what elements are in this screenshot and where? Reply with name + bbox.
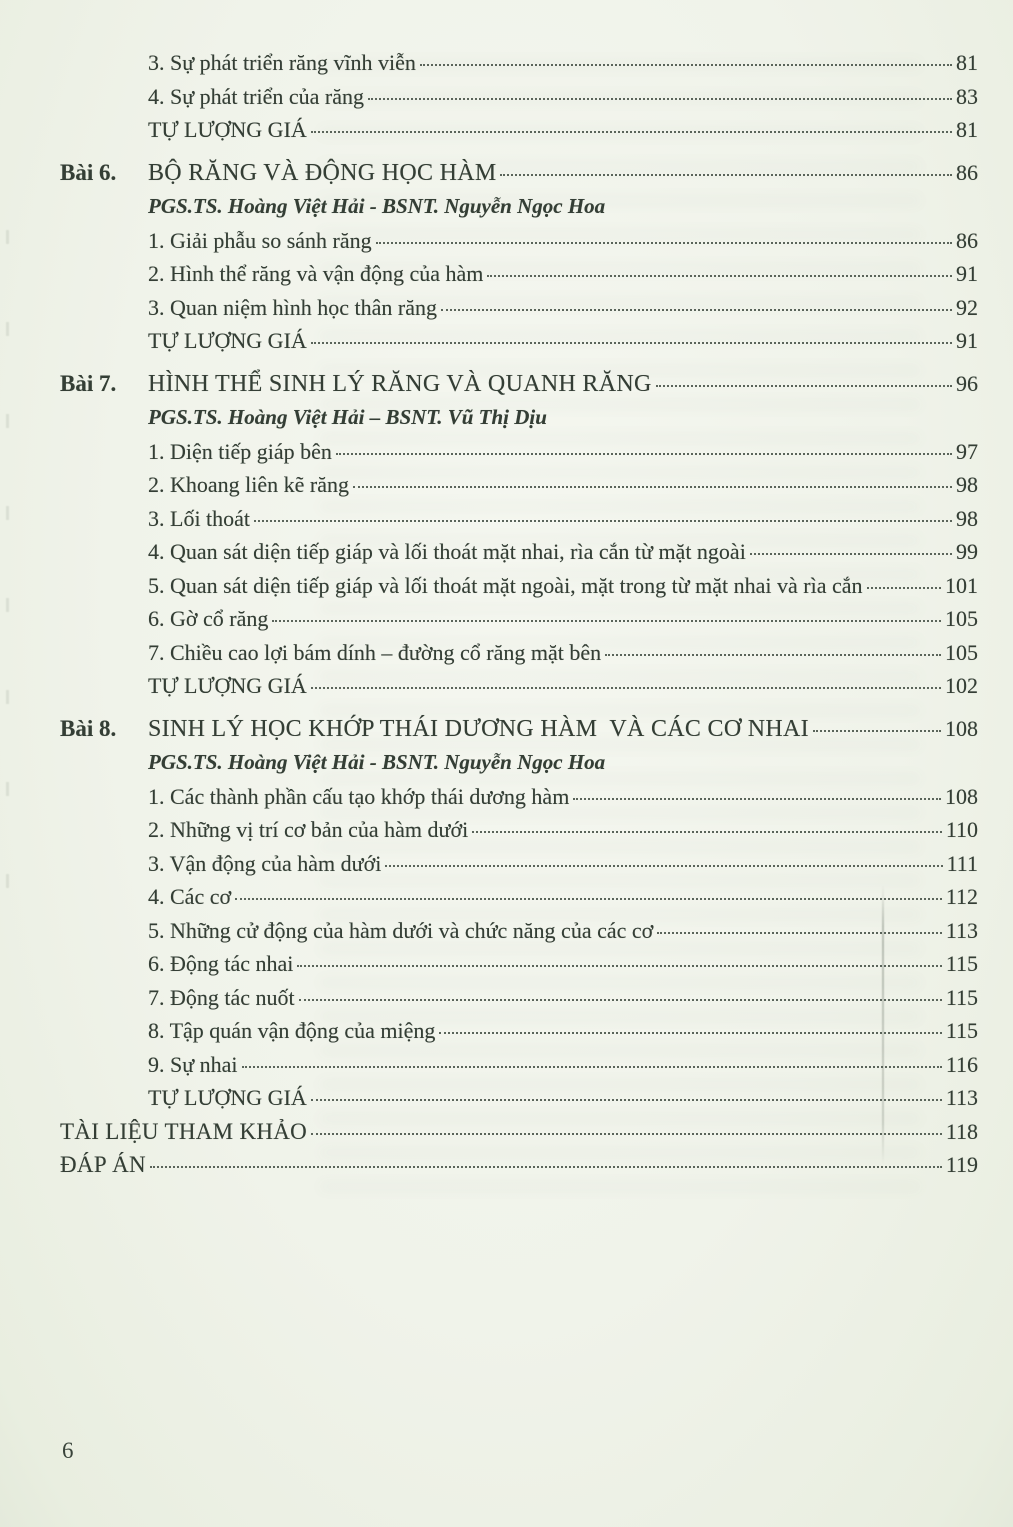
toc-entry-label: 1. Giải phẫu so sánh răng [148, 227, 372, 253]
toc-entry-page: 119 [945, 1152, 978, 1177]
dot-leader [573, 798, 941, 800]
scan-edge-artifact [6, 230, 9, 930]
toc-entry-page: 118 [945, 1118, 978, 1144]
toc-entry-page: 99 [956, 539, 978, 564]
toc-entry [148, 1014, 978, 1048]
toc-entry-label: 4. Sự phát triển của răng [148, 83, 364, 109]
toc-entry-page: 113 [945, 1085, 978, 1110]
toc-entry [148, 602, 978, 636]
toc-section-authors [148, 190, 978, 224]
toc-entry-page: 111 [946, 850, 978, 876]
toc-entry [148, 80, 978, 114]
table-of-contents [60, 46, 978, 1182]
dot-leader [235, 898, 942, 900]
toc-entry-label: 3. Sự phát triển răng vĩnh viễn [148, 50, 416, 75]
toc-entry-page: 105 [945, 606, 978, 631]
toc-entry-label: 1. Diện tiếp giáp bên [148, 438, 332, 464]
toc-entry-label: 7. Động tác nuốt [148, 984, 295, 1010]
dot-leader [605, 654, 941, 656]
dot-leader [487, 275, 952, 277]
toc-entry-page: 115 [945, 1018, 978, 1043]
toc-entry-page: 108 [945, 783, 978, 809]
toc-section-number: Bài 8. [60, 715, 117, 741]
dot-leader [376, 242, 952, 244]
toc-entry [148, 569, 978, 603]
toc-entry-label: 8. Tập quán vận động của miệng [148, 1018, 436, 1043]
dot-leader [353, 486, 952, 488]
toc-entry-label: 4. Quan sát diện tiếp giáp và lối thoát mặt nhai, rìa cắn từ mặt ngoài [148, 539, 746, 564]
toc-entry [148, 435, 978, 469]
toc-entry [148, 914, 978, 948]
authors-text: PGS.TS. Hoàng Việt Hải - BSNT. Nguyễn Ngọc Hoa [148, 750, 606, 774]
toc-entry-page: 86 [956, 227, 978, 253]
toc-section-page: 96 [956, 370, 978, 396]
dot-leader [311, 131, 952, 133]
dot-leader [311, 687, 941, 689]
toc-entry-label: 3. Vận động của hàm dưới [148, 850, 382, 876]
toc-entry [148, 880, 978, 914]
toc-entry-page: 110 [945, 817, 978, 842]
toc-entry-label: 5. Những cử động của hàm dưới và chức năng của các cơ [148, 917, 654, 943]
dot-leader [336, 453, 952, 455]
toc-entry-label: TÀI LIỆU THAM KHẢO [60, 1118, 308, 1144]
toc-entry-page: 113 [945, 917, 978, 943]
dot-leader [656, 385, 952, 387]
authors-text: PGS.TS. Hoàng Việt Hải - BSNT. Nguyễn Ngọc Hoa [148, 194, 606, 218]
dot-leader [150, 1166, 942, 1168]
toc-section-title: BỘ RĂNG VÀ ĐỘNG HỌC HÀM [148, 159, 497, 186]
toc-entry-label: 5. Quan sát diện tiếp giáp và lối thoát mặt ngoài, mặt trong từ mặt nhai và rìa cắn [148, 572, 863, 598]
toc-entry-label: 2. Những vị trí cơ bản của hàm dưới [148, 817, 469, 842]
dot-leader [439, 1032, 941, 1034]
toc-entry-label: 3. Lối thoát [148, 505, 251, 531]
toc-entry [148, 669, 978, 703]
toc-entry [148, 502, 978, 536]
dot-leader [813, 730, 941, 732]
toc-section-heading [60, 367, 978, 402]
toc-entry [148, 813, 978, 847]
toc-entry-page: 112 [945, 884, 978, 909]
toc-entry-label: 6. Động tác nhai [148, 951, 294, 976]
toc-entry [148, 780, 978, 814]
toc-entry-label: 6. Gờ cổ răng [148, 606, 269, 631]
toc-entry-page: 83 [956, 83, 978, 109]
dot-leader [500, 174, 952, 176]
toc-entry-label: TỰ LƯỢNG GIÁ [148, 117, 307, 142]
toc-entry-page: 81 [956, 50, 978, 75]
toc-entry-page: 115 [945, 951, 978, 976]
toc-entry-label: 1. Các thành phần cấu tạo khớp thái dương hàm [148, 783, 570, 809]
dot-leader [750, 553, 952, 555]
dot-leader [657, 932, 942, 934]
toc-section-authors [148, 401, 978, 435]
toc-section-heading [60, 156, 978, 191]
toc-entry-page: 105 [945, 639, 978, 665]
toc-section-number: Bài 7. [60, 370, 117, 396]
toc-entry [148, 291, 978, 325]
toc-entry-label: 9. Sự nhai [148, 1051, 238, 1077]
toc-entry-page: 81 [956, 117, 978, 142]
dot-leader [254, 520, 952, 522]
dot-leader [420, 64, 952, 66]
toc-entry-label: 3. Quan niệm hình học thân răng [148, 294, 437, 320]
toc-entry-label: 4. Các cơ [148, 884, 232, 909]
toc-entry-page: 91 [956, 328, 978, 353]
toc-entry [148, 636, 978, 670]
toc-entry [148, 113, 978, 147]
toc-entry-page: 91 [956, 261, 978, 286]
dot-leader [297, 965, 941, 967]
toc-section-authors [148, 746, 978, 780]
toc-entry [148, 535, 978, 569]
toc-entry-label: TỰ LƯỢNG GIÁ [148, 673, 307, 698]
toc-entry-label: 2. Khoang liên kẽ răng [148, 472, 349, 497]
toc-entry-page: 98 [956, 505, 978, 531]
toc-entry-label: 7. Chiều cao lợi bám dính – đường cổ răng mặt bên [148, 639, 602, 665]
dot-leader [867, 587, 941, 589]
toc-entry-page: 102 [945, 673, 978, 698]
toc-entry-page: 92 [956, 294, 978, 320]
toc-entry-label: ĐÁP ÁN [60, 1152, 146, 1177]
dot-leader [441, 309, 952, 311]
toc-section-number: Bài 6. [60, 159, 117, 185]
toc-entry-page: 116 [945, 1051, 978, 1077]
toc-entry-page: 97 [956, 438, 978, 464]
toc-entry-label: 2. Hình thể răng và vận động của hàm [148, 261, 484, 286]
toc-entry-label: TỰ LƯỢNG GIÁ [148, 328, 307, 353]
toc-entry [148, 468, 978, 502]
page-number: 6 [62, 1438, 74, 1463]
toc-entry-page: 115 [945, 984, 978, 1010]
toc-section-page: 108 [945, 715, 978, 741]
dot-leader [368, 98, 952, 100]
toc-entry [148, 46, 978, 80]
dot-leader [311, 1133, 942, 1135]
toc-entry-page: 98 [956, 472, 978, 497]
toc-section-title: HÌNH THỂ SINH LÝ RĂNG VÀ QUANH RĂNG [148, 370, 652, 397]
dot-leader [385, 865, 942, 867]
toc-entry [148, 847, 978, 881]
dot-leader [311, 1099, 942, 1101]
toc-entry [148, 1081, 978, 1115]
toc-entry [148, 947, 978, 981]
toc-entry [60, 1148, 978, 1182]
authors-text: PGS.TS. Hoàng Việt Hải – BSNT. Vũ Thị Dịu [148, 405, 547, 429]
dot-leader [242, 1066, 942, 1068]
dot-leader [311, 342, 952, 344]
toc-section-heading [60, 712, 978, 747]
dot-leader [272, 620, 941, 622]
toc-entry [148, 1048, 978, 1082]
toc-entry [148, 324, 978, 358]
toc-section-page: 86 [956, 159, 978, 185]
toc-entry [148, 257, 978, 291]
dot-leader [299, 999, 942, 1001]
toc-entry-label: TỰ LƯỢNG GIÁ [148, 1085, 307, 1110]
toc-entry-page: 101 [945, 572, 978, 598]
dot-leader [472, 831, 942, 833]
toc-entry [148, 981, 978, 1015]
toc-entry [60, 1115, 978, 1149]
toc-section-title: SINH LÝ HỌC KHỚP THÁI DƯƠNG HÀM VÀ CÁC CƠ NHAI [148, 715, 809, 742]
toc-entry [148, 224, 978, 258]
